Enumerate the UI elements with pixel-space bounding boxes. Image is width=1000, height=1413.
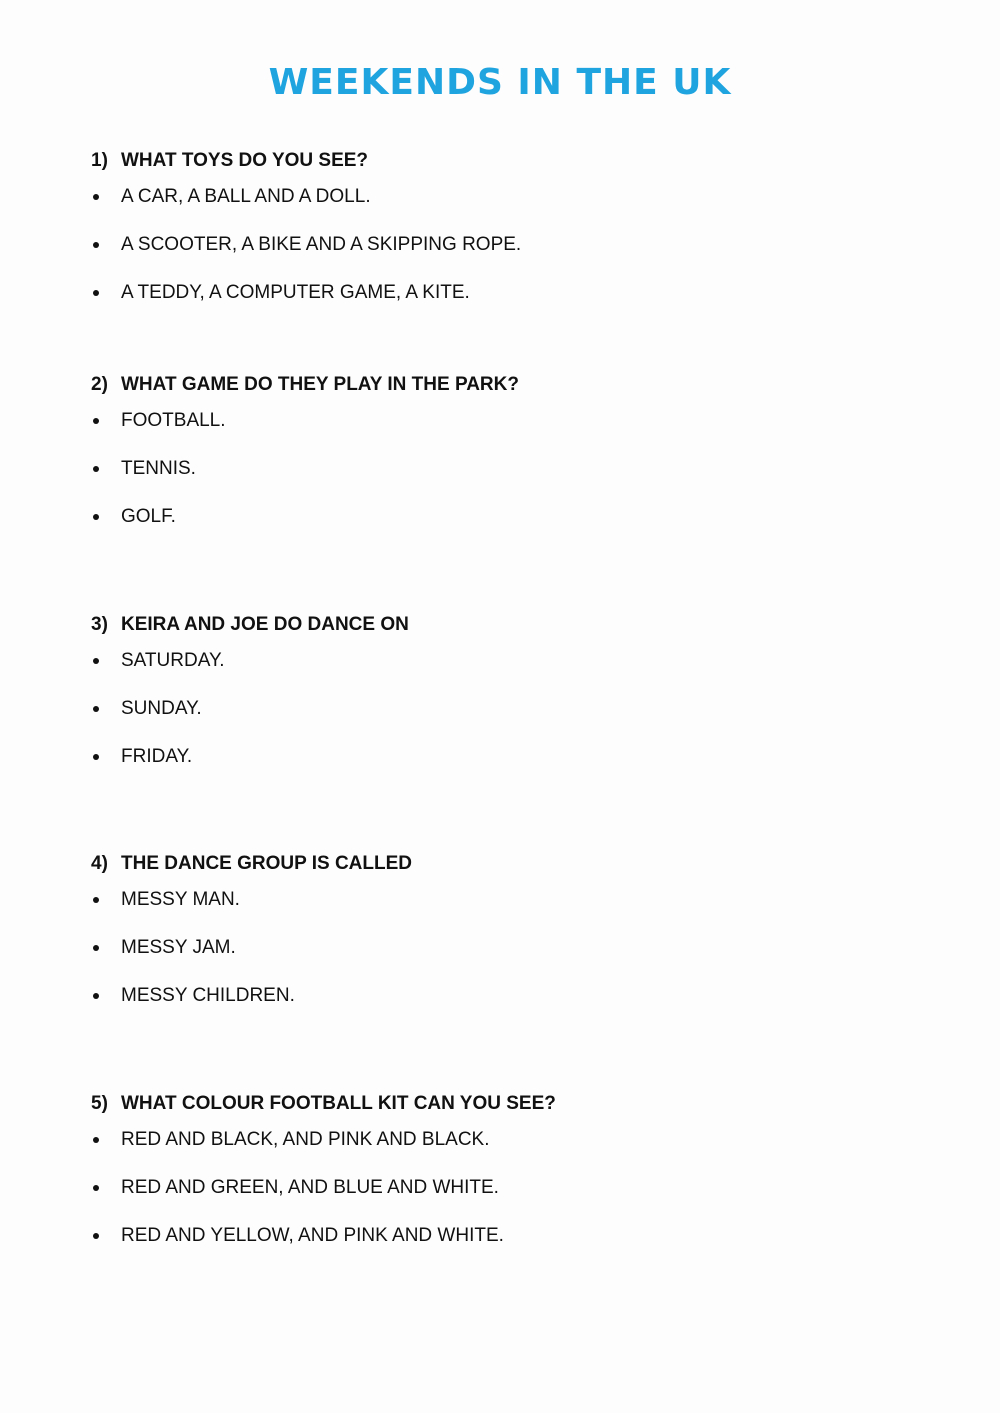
answer-option[interactable] [91,234,951,256]
answer-options [91,1129,951,1247]
answer-option[interactable] [91,282,951,304]
answer-option[interactable] [91,746,951,768]
bullet-icon [93,1233,99,1239]
question-text: WHAT TOYS DO YOU SEE? [121,150,369,171]
answer-text: RED AND YELLOW, AND PINK AND WHITE. [121,1225,504,1246]
answer-text: RED AND BLACK, AND PINK AND BLACK. [121,1129,490,1150]
bullet-icon [93,897,99,903]
question-2 [91,374,951,528]
answer-option[interactable] [91,1225,951,1247]
question-number: 3) [91,614,108,635]
question-heading [91,1093,951,1115]
question-heading [91,150,951,172]
answer-option[interactable] [91,937,951,959]
question-number: 5) [91,1093,108,1114]
bullet-icon [93,242,99,248]
answer-options [91,186,951,304]
question-number: 2) [91,374,108,395]
answer-option[interactable] [91,1129,951,1151]
answer-options [91,889,951,1007]
bullet-icon [93,754,99,760]
answer-text: GOLF. [121,506,176,527]
answer-text: FOOTBALL. [121,410,226,431]
bullet-icon [93,1185,99,1191]
answer-option[interactable] [91,458,951,480]
answer-option[interactable] [91,186,951,208]
question-text: WHAT GAME DO THEY PLAY IN THE PARK? [121,374,519,395]
answer-text: MESSY CHILDREN. [121,985,295,1006]
question-4 [91,853,951,1007]
question-number: 1) [91,150,108,171]
question-text: KEIRA AND JOE DO DANCE ON [121,614,409,635]
answer-text: RED AND GREEN, AND BLUE AND WHITE. [121,1177,499,1198]
bullet-icon [93,466,99,472]
question-3 [91,614,951,768]
answer-text: A CAR, A BALL AND A DOLL. [121,186,371,207]
answer-option[interactable] [91,1177,951,1199]
answer-text: TENNIS. [121,458,196,479]
answer-text: MESSY JAM. [121,937,236,958]
bullet-icon [93,194,99,200]
bullet-icon [93,993,99,999]
answer-option[interactable] [91,650,951,672]
question-heading [91,853,951,875]
question-1 [91,150,951,304]
answer-option[interactable] [91,506,951,528]
bullet-icon [93,418,99,424]
answer-text: SUNDAY. [121,698,202,719]
answer-text: MESSY MAN. [121,889,240,910]
answer-text: A SCOOTER, A BIKE AND A SKIPPING ROPE. [121,234,522,255]
bullet-icon [93,514,99,520]
bullet-icon [93,1137,99,1143]
answer-text: A TEDDY, A COMPUTER GAME, A KITE. [121,282,470,303]
answer-text: SATURDAY. [121,650,225,671]
question-5 [91,1093,951,1247]
answer-options [91,410,951,528]
answer-option[interactable] [91,410,951,432]
page-title: WEEKENDS IN THE UK [268,62,732,103]
bullet-icon [93,706,99,712]
answer-option[interactable] [91,985,951,1007]
question-heading [91,374,951,396]
answer-option[interactable] [91,698,951,720]
question-text: THE DANCE GROUP IS CALLED [121,853,413,874]
question-number: 4) [91,853,108,874]
bullet-icon [93,945,99,951]
bullet-icon [93,658,99,664]
question-text: WHAT COLOUR FOOTBALL KIT CAN YOU SEE? [121,1093,556,1114]
question-heading [91,614,951,636]
answer-option[interactable] [91,889,951,911]
answer-options [91,650,951,768]
answer-text: FRIDAY. [121,746,193,767]
bullet-icon [93,290,99,296]
